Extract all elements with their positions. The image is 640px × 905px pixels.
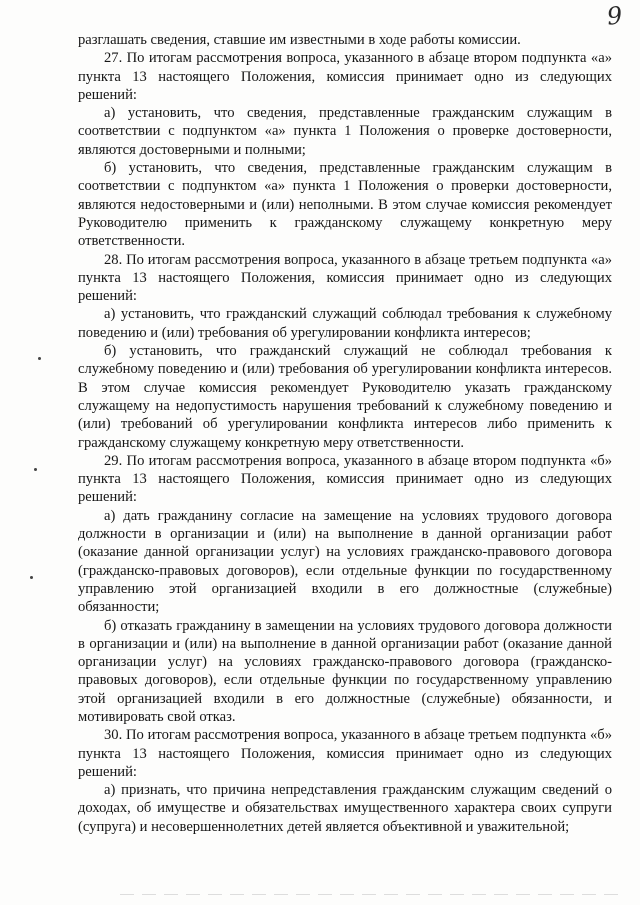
clause-28: 28. По итогам рассмотрения вопроса, указанного в абзаце третьем подпункта «а» пункта 13 настоящего Положения, комиссия принимает одно из следующих решений: — [78, 251, 612, 305]
clause-27-b: б) установить, что сведения, представленные гражданским служащим в соответствии с подпунктом «а» пункта 1 Положения о проверки достоверности, являются недостоверными и (или) неполными. В этом случае комиссия рекомендует Руководителю применить к гражданскому служащему конкретную меру ответственности. — [78, 160, 612, 250]
scan-edge-line — [120, 894, 620, 895]
clause-28-a: а) установить, что гражданский служащий соблюдал требования к служебному поведению и (или) требования об урегулировании конфликта интересов; — [78, 306, 612, 341]
clause-30-a: а) признать, что причина непредставления гражданским служащим сведений о доходах, об имуществе и обязательствах имущественного характера своих супруги (супруга) и несовершеннолетних детей является объективной и уважительной; — [78, 782, 612, 835]
document-body — [78, 31, 612, 836]
scan-speck — [34, 468, 37, 471]
clause-27: 27. По итогам рассмотрения вопроса, указанного в абзаце втором подпункта «а» пункта 13 настоящего Положения, комиссия принимает одно из следующих решений: — [78, 50, 612, 103]
clause-29-b: б) отказать гражданину в замещении на условиях трудового договора должности в организации и (или) на выполнение в данной организации работ (оказание данной организации услуг) на условиях гражданско-правового договора (гражданско-правовых договоров), если отдельные функции по государственному управлению этой организацией входили в его должностные (служебные) обязанности, и мотивировать свой отказ. — [78, 617, 612, 725]
page-number: 9 — [605, 1, 624, 31]
scan-speck — [38, 357, 41, 360]
clause-29: 29. По итогам рассмотрения вопроса, указанного в абзаце втором подпункта «б» пункта 13 настоящего Положения, комиссия принимает одно из следующих решений: — [78, 452, 612, 506]
clause-27-a: а) установить, что сведения, представленные гражданским служащим в соответствии с подпунктом «а» пункта 1 Положения о проверке достоверности, являются достоверными и полными; — [78, 105, 612, 158]
paragraph-continuation: разглашать сведения, ставшие им известными в ходе работы комиссии. — [78, 32, 521, 48]
clause-30: 30. По итогам рассмотрения вопроса, указанного в абзаце третьем подпункта «б» пункта 13 настоящего Положения, комиссия принимает одно из следующих решений: — [78, 727, 612, 780]
clause-29-a: а) дать гражданину согласие на замещение на условиях трудового договора должности в организации и (или) на выполнение в данной организации работ (оказание данной организации услуг) на условиях гражданско-правового договора (гражданско-правовых договоров), если отдельные функции по государственному управлению этой организацией входили в его должностные (служебные) обязанности; — [78, 507, 612, 616]
scan-speck — [30, 576, 33, 579]
clause-28-b: б) установить, что гражданский служащий не соблюдал требования к служебному поведению и (или) требования об урегулировании конфликта интересов. В этом случае комиссия рекомендует Руководителю указать гражданскому служащему на недопустимость нарушения требований к служебному поведению и (или) требований об урегулировании конфликта интересов либо применить к гражданскому служащему конкретную меру ответственности. — [78, 343, 612, 451]
